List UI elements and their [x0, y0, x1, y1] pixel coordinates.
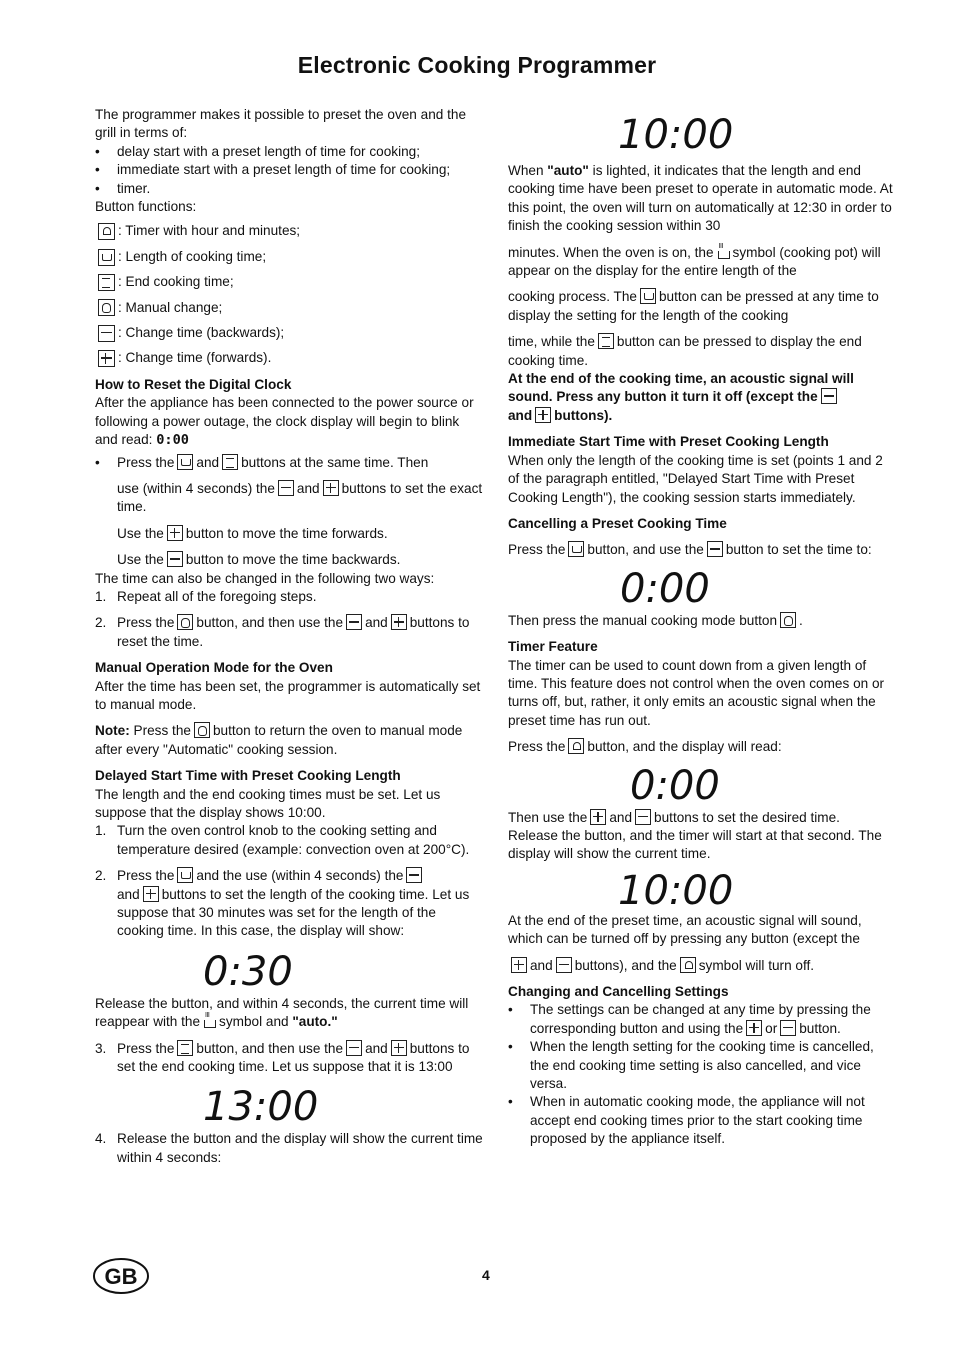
manual-text: After the time has been set, the programmer is automatically set to manual mode.	[95, 678, 481, 712]
plus-key-icon	[323, 480, 339, 496]
lcd-digits: 0:00	[630, 762, 720, 807]
minus-key-icon	[556, 957, 572, 973]
lcd-display-graphic	[203, 947, 373, 993]
function-item: : Length of cooking time;	[95, 248, 483, 266]
lcd-display	[618, 866, 896, 912]
minutes-text: minutes. When the oven is on, theIII symbol (cooking pot) will appear on the display for the entire length of the	[508, 244, 896, 281]
lcd-display-graphic	[630, 761, 790, 807]
country-code: GB	[104, 1264, 138, 1289]
lcd-display-graphic	[620, 564, 780, 610]
cancel-heading: Cancelling a Preset Cooking Time	[508, 515, 727, 531]
step-item: 1. Turn the oven control knob to the cooking setting and temperature desired (example: convection oven at 200°C).	[95, 823, 470, 857]
step-item: 3. Press the button, and then use the and buttons to set the end cooking time. Let us suppose that it is 13:00	[95, 1040, 470, 1075]
lcd-display-graphic	[618, 866, 808, 912]
country-badge-icon	[92, 1257, 150, 1295]
page-title: Electronic Cooking Programmer	[297, 52, 657, 78]
release-text: Release the button, and within 4 seconds, the current time will reappear with theIII symbol and "auto."	[95, 995, 483, 1032]
pot-key-icon	[568, 541, 584, 557]
minus-key-icon	[278, 480, 294, 496]
function-item: : Change time (backwards);	[95, 324, 483, 342]
lcd-display-graphic	[203, 1082, 393, 1128]
function-item: : Change time (forwards).	[95, 349, 483, 367]
reset-text: After the appliance has been connected to the power source or following a power outage, the clock display will begin to blink and read: 0:00	[95, 395, 474, 449]
intro-bullet: • delay start with a preset length of time for cooking;	[95, 143, 420, 159]
minus-key-icon	[406, 867, 422, 883]
right-column	[508, 106, 896, 1149]
hand-key-icon	[98, 299, 115, 316]
step-item: 4. Release the button and the display will show the current time within 4 seconds:	[95, 1131, 483, 1165]
immediate-heading: Immediate Start Time with Preset Cooking Length	[508, 434, 829, 450]
lcd-display	[203, 947, 483, 993]
minus-key-icon	[821, 388, 837, 404]
timer-heading: Timer Feature	[508, 639, 598, 655]
immediate-text: When only the length of the cooking time is set (points 1 and 2 of the paragraph entitled, "Delayed Start Time with Preset Cooking Length"), the cooking session starts immediately.	[508, 452, 883, 505]
page-number: 4	[482, 1267, 490, 1283]
lcd-digits: 10:00	[618, 112, 734, 156]
pot-key-icon	[98, 249, 115, 266]
plus-key-icon	[98, 350, 115, 367]
left-column	[95, 106, 483, 1167]
auto-text: When "auto" is lighted, it indicates that the length and end cooking time have been preset to operate in automatic mode. At this point, the oven will turn on automatically at 12:30 in order to finish the cooking session within 30	[508, 163, 893, 234]
plus-key-icon	[511, 957, 527, 973]
reset-heading: How to Reset the Digital Clock	[95, 376, 292, 392]
changing-heading: Changing and Cancelling Settings	[508, 984, 729, 999]
intro-text: The programmer makes it possible to preset the oven and the grill in terms of:	[95, 107, 467, 141]
lcd-display	[618, 110, 896, 156]
intro-bullet: • immediate start with a preset length of time for cooking;	[95, 162, 451, 178]
minus-key-icon	[98, 325, 115, 342]
lcd-display-graphic	[618, 110, 808, 156]
plus-key-icon	[535, 407, 551, 423]
timer-press-text: Press the button, and the display will read:	[508, 739, 782, 755]
change-bullet: • When the length setting for the cooking time is cancelled, the end cooking time setting is also cancelled, and vice versa.	[508, 1039, 874, 1092]
minus-key-icon	[167, 551, 183, 567]
bell-key-icon	[680, 957, 696, 973]
minus-key-icon	[780, 1020, 796, 1036]
function-item: : Timer with hour and minutes;	[95, 222, 483, 240]
function-item: : Manual change;	[95, 299, 483, 317]
delayed-text: The length and the end cooking times must be set. Let us suppose that the display shows 10:00.	[95, 786, 441, 820]
minus-key-icon	[635, 809, 651, 825]
manual-heading: Manual Operation Mode for the Oven	[95, 660, 333, 676]
use-minus-text: Use the button to move the time backwards.	[117, 552, 401, 568]
button-functions-label: Button functions:	[95, 199, 197, 215]
delayed-heading: Delayed Start Time with Preset Cooking Length	[95, 768, 401, 784]
lcd-digits: 10:00	[618, 867, 734, 912]
function-item: : End cooking time;	[95, 273, 483, 291]
timer-text: The timer can be used to count down from a given length of time. This feature does not control when the oven comes on or turns off, but, rather, it only emits an acoustic signal when the preset time has run out.	[508, 657, 885, 728]
manual-press-text: Then press the manual cooking mode button .	[508, 612, 803, 628]
pot-key-icon	[177, 867, 193, 883]
lcd-display	[630, 761, 896, 807]
lcd-digits: 13:00	[203, 1084, 319, 1129]
end-buttons-text: and buttons), and the symbol will turn off.	[508, 957, 896, 975]
time-text: time, while the button can be pressed to display the end cooking time.	[508, 334, 862, 368]
change-bullet: • When in automatic cooking mode, the appliance will not accept end cooking times prior to the start cooking time proposed by the appliance itself.	[508, 1094, 865, 1147]
minus-key-icon	[707, 541, 723, 557]
pot-key-icon	[640, 288, 656, 304]
end-preset-text: At the end of the preset time, an acoustic signal will sound, which can be turned off by pressing any button (except the	[508, 912, 862, 947]
plus-key-icon	[391, 614, 407, 630]
cooking-pot-icon	[717, 245, 730, 259]
pot-key-icon	[177, 454, 193, 470]
hand-key-icon	[780, 612, 796, 628]
end-key-icon	[98, 274, 115, 291]
cooking-pot-icon	[203, 1014, 216, 1028]
reset-bullet: • Press the and buttons at the same time. Then	[95, 454, 429, 470]
release-timer-text: Release the button, and the timer will start at that second. The display will show the current time.	[508, 827, 882, 862]
reset-use-text: use (within 4 seconds) the and buttons to set the exact time.	[117, 480, 483, 515]
plus-key-icon	[143, 886, 159, 902]
change-bullet: • The settings can be changed at any time by pressing the corresponding button and using the or button.	[508, 1002, 871, 1036]
bell-key-icon	[98, 223, 115, 240]
plus-key-icon	[590, 809, 606, 825]
then-use-text: Then use the and buttons to set the desired time.	[508, 809, 840, 825]
two-ways-text: The time can also be changed in the following two ways:	[95, 570, 435, 586]
lcd-digits: 0:00	[620, 565, 710, 610]
plus-key-icon	[746, 1020, 762, 1036]
step-item: 2. Press the and the use (within 4 seconds) the and buttons to set the length of the cooking time. Let us suppose that 30 minutes was set for the length of the cooking time. In this case, the display will show:	[95, 868, 470, 939]
plus-key-icon	[167, 525, 183, 541]
end-key-icon	[598, 333, 614, 349]
process-text: cooking process. The button can be pressed at any time to display the setting for the length of the cooking	[508, 289, 879, 323]
hand-key-icon	[194, 722, 210, 738]
hand-key-icon	[177, 614, 193, 630]
use-plus-text: Use the button to move the time forwards.	[117, 525, 388, 541]
signal-text: At the end of the cooking time, an acoustic signal will sound. Press any button it turn it off (except the and buttons).	[508, 371, 854, 423]
plus-key-icon	[391, 1040, 407, 1056]
minus-key-icon	[346, 1040, 362, 1056]
cancel-text: Press the button, and use the button to set the time to:	[508, 542, 872, 558]
note-text: Note: Press the button to return the oven to manual mode after every "Automatic" cooking session.	[95, 723, 463, 757]
end-key-icon	[222, 454, 238, 470]
minus-key-icon	[346, 614, 362, 630]
way-item: 2. Press the button, and then use the and buttons to reset the time.	[95, 615, 470, 649]
way-item: 1. Repeat all of the foregoing steps.	[95, 588, 317, 604]
lcd-digits: 0:30	[203, 948, 293, 993]
lcd-display	[203, 1082, 483, 1128]
lcd-display	[620, 564, 896, 610]
intro-bullet: • timer.	[95, 180, 151, 196]
button-function-list	[95, 222, 483, 367]
end-key-icon	[177, 1040, 193, 1056]
bell-key-icon	[568, 738, 584, 754]
